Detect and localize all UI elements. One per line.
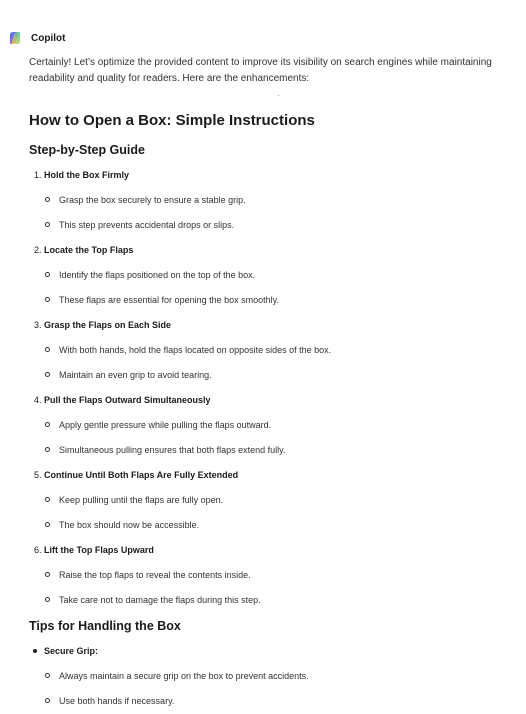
bullet-icon	[45, 673, 50, 678]
step-title: Locate the Top Flaps	[44, 245, 134, 255]
bullet-icon	[45, 597, 50, 602]
tip-bullet: Use both hands if necessary.	[59, 696, 175, 706]
bullet-icon	[45, 447, 50, 452]
step-bullet: The box should now be accessible.	[59, 520, 200, 530]
bullet-icon	[45, 372, 50, 377]
bullet-icon	[45, 497, 50, 502]
step-number: 1.	[34, 170, 42, 180]
step-bullet: With both hands, hold the flaps located on opposite sides of the box.	[59, 345, 332, 355]
step-bullet: Keep pulling until the flaps are fully open.	[59, 495, 224, 505]
intro-paragraph: Certainly! Let’s optimize the provided content to improve its visibility on search engines while maintaining readability and quality for readers. Here are the enhancements:	[29, 57, 492, 84]
step-bullet: Maintain an even grip to avoid tearing.	[59, 370, 212, 380]
step-title: Grasp the Flaps on Each Side	[44, 320, 172, 330]
bullet-icon	[45, 698, 50, 703]
copilot-logo-icon	[8, 31, 22, 45]
step-number: 3.	[34, 320, 42, 330]
step-bullet: Grasp the box securely to ensure a stable grip.	[59, 195, 246, 205]
bullet-icon	[45, 347, 50, 352]
copilot-brand-label: Copilot	[31, 32, 66, 44]
step-bullet: Apply gentle pressure while pulling the flaps outward.	[59, 420, 272, 430]
bullet-icon	[45, 272, 50, 277]
step-bullet: Simultaneous pulling ensures that both flaps extend fully.	[59, 445, 286, 455]
step-bullet: These flaps are essential for opening the box smoothly.	[59, 295, 279, 305]
step-title: Pull the Flaps Outward Simultaneously	[44, 395, 211, 405]
step-title: Hold the Box Firmly	[44, 170, 130, 180]
chat-header	[8, 29, 65, 47]
bullet-icon	[45, 522, 50, 527]
bullet-icon	[45, 297, 50, 302]
bullet-icon	[45, 422, 50, 427]
step-number: 5.	[34, 470, 42, 480]
step-number: 6.	[34, 545, 42, 555]
step-bullet: Raise the top flaps to reveal the contents inside.	[59, 570, 251, 580]
bullet-icon	[45, 572, 50, 577]
step-number: 2.	[34, 245, 42, 255]
bullet-icon	[45, 197, 50, 202]
step-title: Lift the Top Flaps Upward	[44, 545, 154, 555]
step-number: 4.	[34, 395, 42, 405]
tip-bullet: Always maintain a secure grip on the box to prevent accidents.	[59, 671, 309, 681]
tip-title: Secure Grip:	[44, 646, 99, 656]
step-bullet: This step prevents accidental drops or slips.	[59, 220, 235, 230]
step-bullet: Take care not to damage the flaps during this step.	[59, 595, 261, 605]
bullet-icon	[33, 649, 37, 653]
bullet-icon	[45, 222, 50, 227]
step-title: Continue Until Both Flaps Are Fully Extended	[44, 470, 239, 480]
section-heading-guide: Step-by-Step Guide	[29, 143, 145, 157]
page-title: How to Open a Box: Simple Instructions	[29, 112, 315, 129]
section-heading-tips: Tips for Handling the Box	[29, 619, 181, 633]
stray-dot	[278, 95, 279, 96]
step-bullet: Identify the flaps positioned on the top of the box.	[59, 270, 256, 280]
